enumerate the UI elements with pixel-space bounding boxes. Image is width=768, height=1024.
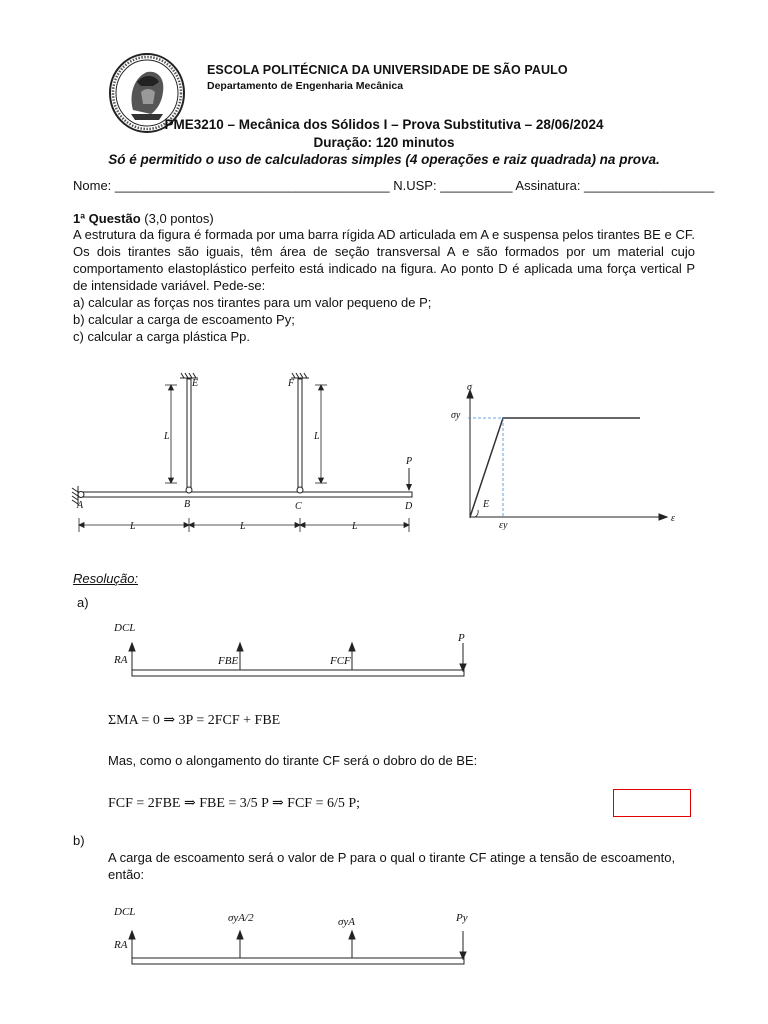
dim-label-l-be: L <box>164 431 170 442</box>
student-info-line: Nome: ______________________________________ N.USP: __________ Assinatura: __________________ <box>73 178 715 193</box>
free-body-diagram-a <box>108 615 478 685</box>
question-text: A estrutura da figura é formada por uma barra rígida AD articulada em A e suspensa pelos tirantes BE e CF. Os dois tirantes são iguais, têm área de seção transversal A e são formados por um material cujo comportamento elastoplástico perfeito está indicado na figura. Ao ponto D é aplicada uma força vertical P de intensidade variável. Pede-se: <box>73 227 695 293</box>
dim-label-l-cd: L <box>352 521 358 532</box>
force-fcf-label: FCF <box>330 655 351 667</box>
moment-equation: ΣMA = 0 ⇒ 3P = 2FCF + FBE <box>108 713 281 728</box>
question-number: 1ª Questão <box>73 211 141 226</box>
exam-notice: Só é permitido o uso de calculadoras simples (4 operações e raiz quadrada) na prova. <box>108 152 660 167</box>
modulus-label: E <box>483 499 490 510</box>
force-p-label: P <box>458 632 465 644</box>
point-label-b: B <box>184 499 191 510</box>
epsilon-axis-label: ε <box>671 513 675 524</box>
force-sigma-a-label: σyA <box>338 916 356 928</box>
sigma-axis-label: σ <box>467 382 472 393</box>
question-heading <box>73 210 214 227</box>
free-body-diagram-b <box>108 895 478 970</box>
question-item-a: a) calcular as forças nos tirantes para um valor pequeno de P; <box>73 295 432 310</box>
dcl-label-a: DCL <box>114 622 136 634</box>
exam-duration: Duração: 120 minutos <box>313 135 455 150</box>
school-name: ESCOLA POLITÉCNICA DA UNIVERSIDADE DE SÃO PAULO <box>207 63 568 77</box>
elongation-text: Mas, como o alongamento do tirante CF será o dobro do de BE: <box>108 753 478 768</box>
dim-label-l-ab: L <box>130 521 136 532</box>
force-ra-label-b: RA <box>114 939 128 951</box>
stress-strain-diagram <box>445 378 685 530</box>
part-b-label: b) <box>73 833 85 848</box>
resolution-heading: Resolução: <box>73 571 139 586</box>
force-half-sigma-label: σyA/2 <box>228 912 254 924</box>
yield-strain-label: εy <box>499 520 508 530</box>
force-py-label: Py <box>456 912 468 924</box>
yield-stress-label: σy <box>451 410 461 421</box>
yield-load-text: A carga de escoamento será o valor de P para o qual o tirante CF atinge a tensão de escoamento, então: <box>108 850 676 882</box>
point-label-d: D <box>405 501 413 512</box>
part-a-label: a) <box>77 595 89 610</box>
question-item-c: c) calcular a carga plástica Pp. <box>73 329 251 344</box>
answer-box <box>613 789 691 817</box>
force-ra-label: RA <box>114 654 128 666</box>
question-points: (3,0 pontos) <box>144 211 214 226</box>
force-fbe-label: FBE <box>218 655 239 667</box>
force-result-equation: FCF = 2FBE ⇒ FBE = 3/5 P ⇒ FCF = 6/5 P; <box>108 796 361 811</box>
point-label-c: C <box>295 501 302 512</box>
dcl-label-b: DCL <box>114 906 136 918</box>
question-item-b: b) calcular a carga de escoamento Py; <box>73 312 295 327</box>
point-label-f: F <box>288 378 295 389</box>
exam-title: PME3210 – Mecânica dos Sólidos I – Prova Substitutiva – 28/06/2024 <box>164 117 604 132</box>
load-label-p: P <box>406 456 413 467</box>
point-label-e: E <box>192 378 199 389</box>
department-name: Departamento de Engenharia Mecânica <box>207 80 404 92</box>
point-label-a: A <box>77 500 84 511</box>
structure-diagram <box>68 370 428 540</box>
dim-label-l-bc: L <box>240 521 246 532</box>
dim-label-l-cf: L <box>314 431 320 442</box>
